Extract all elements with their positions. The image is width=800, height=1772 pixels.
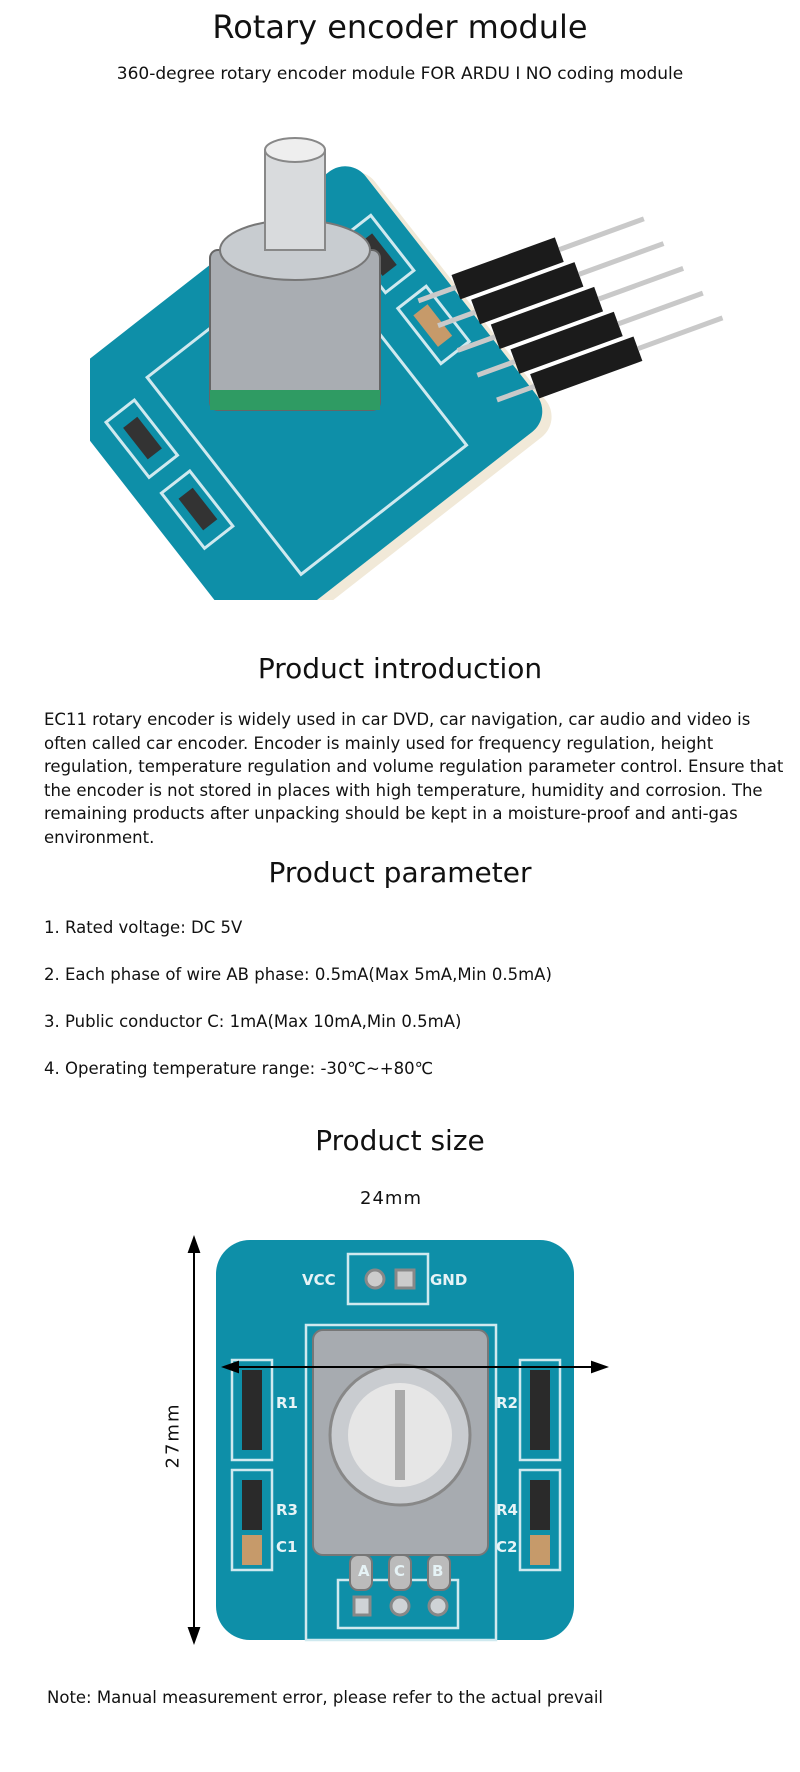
product-photo-angled [90, 130, 750, 600]
parameter-item: 2. Each phase of wire AB phase: 0.5mA(Max 5mA,Min 0.5mA) [44, 965, 552, 984]
section-heading-parameters: Product parameter [268, 856, 532, 889]
measurement-note: Note: Manual measurement error, please refer to the actual prevail [47, 1688, 604, 1707]
height-arrow [189, 1238, 199, 1642]
section-heading-introduction: Product introduction [257, 652, 543, 685]
section-heading-size: Product size [315, 1124, 485, 1157]
parameter-item: 3. Public conductor C: 1mA(Max 10mA,Min 0.5mA) [44, 1012, 462, 1031]
page-subtitle: 360-degree rotary encoder module FOR ARDU I NO coding module [116, 64, 684, 84]
silk-label: GND [430, 1271, 468, 1289]
silk-label: R3 [276, 1501, 298, 1519]
parameter-item: 1. Rated voltage: DC 5V [44, 918, 243, 937]
product-photo-top [180, 1230, 620, 1650]
parameter-item: 4. Operating temperature range: -30℃~+80℃ [44, 1059, 434, 1078]
introduction-text: EC11 rotary encoder is widely used in car DVD, car navigation, car audio and video is often called car encoder. Encoder is mainly used for frequency regulation, height regulation, temperature regulation and volume regulation parameter control. Ensure that the encoder is not stored in places with high temperature, humidity and corrosion. The remaining products after unpacking should be kept in a moisture-proof and anti-gas environment. [44, 710, 784, 847]
silk-label: VCC [302, 1271, 336, 1289]
silk-label: B [432, 1562, 444, 1580]
width-dimension-label: 24mm [360, 1188, 422, 1209]
silk-label: A [358, 1562, 370, 1580]
height-dimension-label: 27mm [162, 1402, 184, 1469]
page-title: Rotary encoder module [212, 8, 588, 46]
silk-label: C2 [496, 1538, 518, 1556]
silk-label: C [394, 1562, 406, 1580]
silk-label: R1 [276, 1394, 298, 1412]
silk-label: C1 [276, 1538, 298, 1556]
silk-label: R2 [496, 1394, 518, 1412]
silk-label: R4 [496, 1501, 518, 1519]
